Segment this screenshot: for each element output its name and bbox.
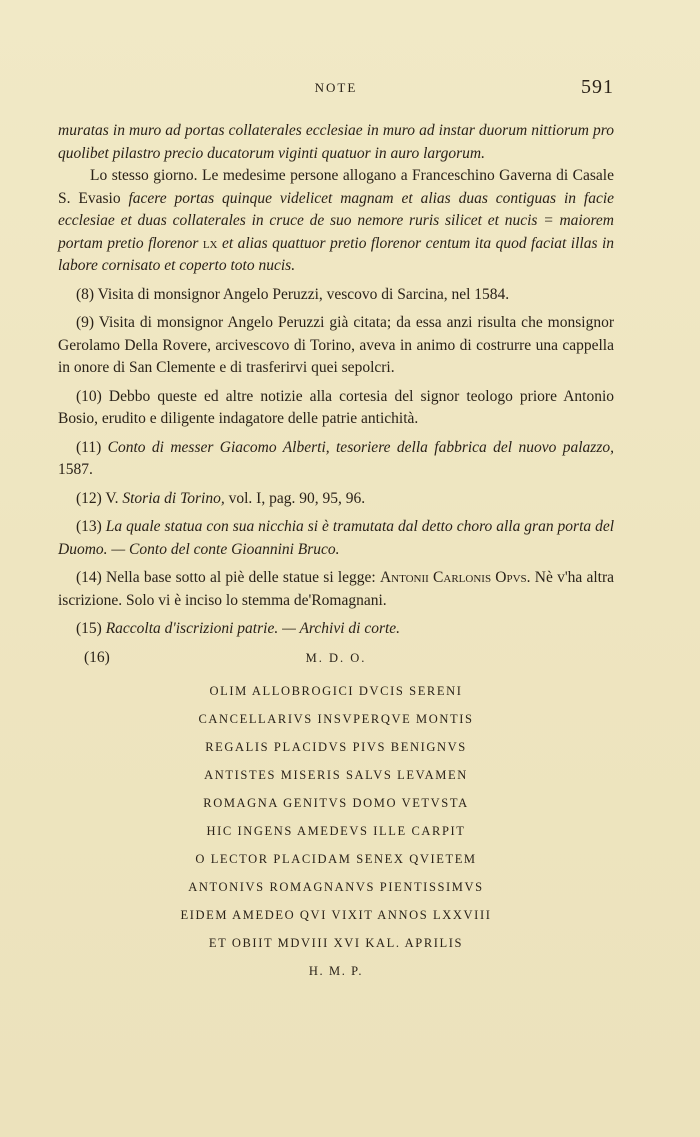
note-12-ref: vol. I, pag. 90, 95, 96. <box>228 489 366 507</box>
note-same-day <box>58 165 614 278</box>
page-header <box>58 76 614 100</box>
inscription-line: HIC INGENS AMEDEVS ILLE CARPIT <box>206 823 466 838</box>
inscription-heading: M. D. O. <box>305 650 367 665</box>
note-12-prefix: (12) V. <box>76 489 119 507</box>
page-number: 591 <box>581 76 614 98</box>
note-15 <box>58 618 614 641</box>
inscription-line: H. M. P. <box>308 963 364 978</box>
inscription-line: OLIM ALLOBROGICI DVCIS SERENI <box>209 683 463 698</box>
inscription <box>58 677 614 985</box>
note-15-source: Raccolta d'iscrizioni patrie. — Archivi di corte. <box>105 620 401 637</box>
note-continuation-latin: muratas in muro ad portas collaterales ecclesiae in muro ad instar duorum nittiorum pro quolibet pilastro precio ducatorum viginti quatuor in auro largorum. <box>58 122 614 162</box>
note-13-number: (13) <box>76 518 102 535</box>
note-14-text-b: Nè v'ha altra iscrizione. Solo vi è inciso lo stemma de'Romagnani. <box>58 569 615 609</box>
note-same-day-numeral: lx <box>202 234 218 252</box>
note-16 <box>58 647 614 671</box>
inscription-line: ET OBIIT MDVIII XVI KAL. APRILIS <box>208 935 464 950</box>
note-same-day-text: Lo stesso giorno. Le medesime persone allogano a Franceschino Gaverna di Casale S. Evasio <box>58 167 614 207</box>
note-12 <box>58 488 614 511</box>
note-13-source: Conto del conte Gioannini Bruco. <box>129 540 340 558</box>
note-11-year: 1587. <box>58 461 93 478</box>
running-title: NOTE <box>314 80 358 95</box>
inscription-line: ANTISTES MISERIS SALVS LEVAMEN <box>204 767 468 782</box>
note-14-signature: Antonii Carlonis Opvs. <box>379 569 531 586</box>
note-12-title: Storia di Torino, <box>122 489 225 507</box>
inscription-line: ANTONIVS ROMAGNANVS PIENTISSIMVS <box>188 879 484 894</box>
note-13-quote: La quale statua con sua nicchia si è tramutata dal detto choro alla gran porta del Duomo. — <box>58 518 615 558</box>
note-9: (9) Visita di monsignor Angelo Peruzzi già citata; da essa anzi risulta che monsignor Gerolamo Della Rovere, arcivescovo di Torino, aveva in animo di costrurre una cappella in onore di San Clemente e di trasferirvi quei sepolcri. <box>58 314 614 376</box>
note-same-day-latin-b: et alias quattuor pretio florenor centum ita quod faciat illas in labore cornisato et coperto toto nucis. <box>58 234 614 274</box>
inscription-line: REGALIS PLACIDVS PIVS BENIGNVS <box>205 739 467 754</box>
note-11 <box>58 437 614 482</box>
note-same-day-latin-a: facere portas quinque videlicet magnam et alias duas contiguas in facie ecclesiae et duas collaterales in cruce de suo nemore ruris silicet et nucis = maiorem portam pretio florenor <box>58 189 615 252</box>
note-10: (10) Debbo queste ed altre notizie alla cortesia del signor teologo priore Antonio Bosio, erudito e diligente indagatore delle patrie antichità. <box>58 387 614 427</box>
note-14-text-a: (14) Nella base sotto al piè delle statue si legge: <box>76 569 376 586</box>
note-16-number: (16) <box>84 648 110 666</box>
note-8: (8) Visita di monsignor Angelo Peruzzi, vescovo di Sarcina, nel 1584. <box>76 285 510 303</box>
inscription-line: O LECTOR PLACIDAM SENEX QVIETEM <box>195 851 477 866</box>
inscription-line: CANCELLARIVS INSVPERQVE MONTIS <box>198 711 474 726</box>
notes-body <box>58 120 614 985</box>
inscription-line: EIDEM AMEDEO QVI VIXIT ANNOS LXXVIII <box>180 907 492 922</box>
note-14 <box>58 567 614 612</box>
note-11-title: Conto di messer Giacomo Alberti, tesoriere della fabbrica del nuovo palazzo, <box>107 438 615 456</box>
note-13 <box>58 516 614 561</box>
note-11-number: (11) <box>76 438 102 456</box>
note-continuation <box>58 120 614 165</box>
note-15-number: (15) <box>76 620 102 637</box>
inscription-line: ROMAGNA GENITVS DOMO VETVSTA <box>203 795 469 810</box>
